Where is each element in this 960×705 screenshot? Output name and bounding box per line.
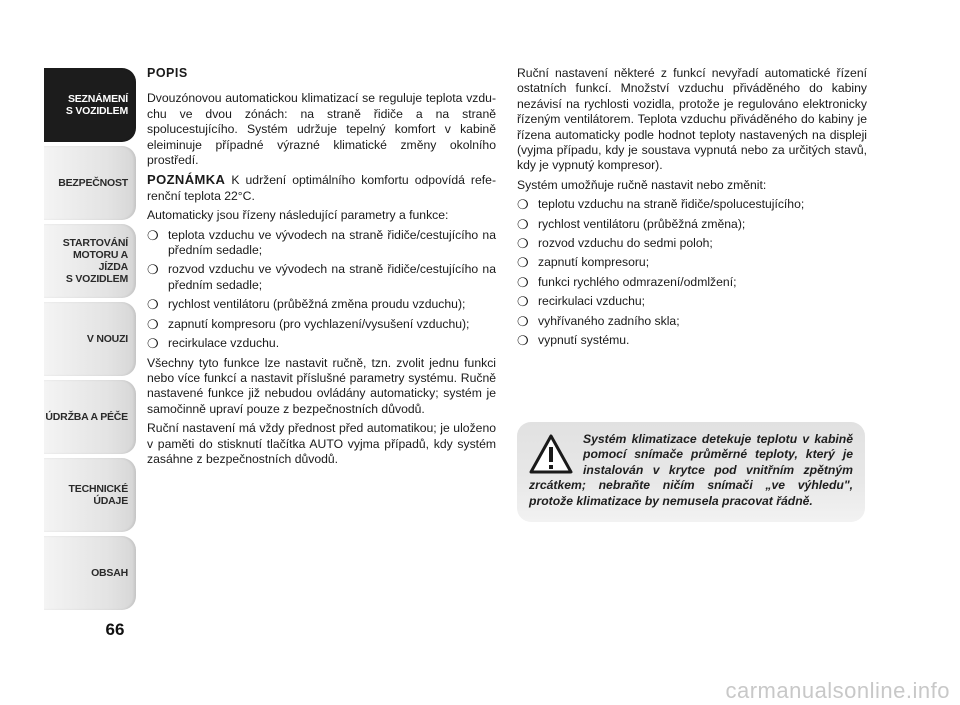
note-text: K udržení optimálního komfortu odpovídá referenční teplota 22°C. — [147, 173, 496, 203]
list-item — [147, 262, 496, 293]
circle-bullet-icon: ❍ — [517, 255, 529, 271]
page-number: 66 — [105, 620, 125, 639]
list-item-text: recirkulace vzduchu. — [168, 336, 280, 351]
list-item — [517, 294, 867, 309]
circle-bullet-icon: ❍ — [517, 274, 529, 290]
list-item — [517, 236, 867, 251]
list-item — [517, 275, 867, 290]
circle-bullet-icon: ❍ — [517, 236, 529, 252]
auto-functions-list — [147, 228, 496, 352]
manual-functions-list — [517, 197, 867, 348]
list-item — [147, 297, 496, 312]
warning-box — [517, 422, 865, 522]
circle-bullet-icon: ❍ — [147, 297, 159, 313]
tab-obsah[interactable] — [44, 536, 136, 610]
circle-bullet-icon: ❍ — [517, 197, 529, 213]
list-item-text: zapnutí kompresoru; — [538, 255, 650, 270]
list-item — [517, 314, 867, 329]
list-item-text: vyhřívaného zadního skla; — [538, 313, 680, 328]
paragraph-manual-override: Ruční nastavení některé z funkcí nevyřadí automatické řízení ostatních funkcí. Množství vzduchu přiváděného do kabiny nezávisí na rychlosti vozidla, protože je regulováno elektronicky řízeným ventilátorem. Teplota vzduchu přiváděného do kabiny je řízena automaticky podle hodnot teploty nastavených na displeji (vyjma případu, kdy je soustava vypnutá nebo za určitých stavů, kdy je vypnutý kompresor). — [517, 66, 867, 173]
circle-bullet-icon: ❍ — [147, 227, 159, 243]
circle-bullet-icon: ❍ — [517, 333, 529, 349]
list-item — [517, 217, 867, 232]
circle-bullet-icon: ❍ — [147, 336, 159, 352]
circle-bullet-icon: ❍ — [147, 262, 159, 278]
circle-bullet-icon: ❍ — [517, 313, 529, 329]
paragraph-priority: Ruční nastavení má vždy přednost před automatikou; je uloženo v paměti do stisknutí tlačítka AUTO vyjma případů, kdy systém zasáhne z bezpečnostních důvodů. — [147, 421, 496, 466]
list-item-text: teplota vzduchu ve vývodech na straně řidiče/cestujícího na předním sedadle; — [168, 227, 496, 258]
tab-seznameni-s-vozidlem[interactable] — [44, 68, 136, 142]
list-item-text: vypnutí systému. — [538, 333, 630, 348]
list-item-text: zapnutí kompresoru (pro vychlazení/vysušení vzduchu); — [168, 316, 470, 331]
left-column — [147, 66, 496, 471]
tab-bezpecnost[interactable] — [44, 146, 136, 220]
list-item-text: rozvod vzduchu do sedmi poloh; — [538, 236, 713, 251]
warning-triangle-icon — [529, 434, 573, 474]
paragraph-auto: Automaticky jsou řízeny následující parametry a funkce: — [147, 208, 449, 223]
note-paragraph — [147, 172, 496, 204]
list-item — [517, 197, 867, 212]
tab-label: OBSAH — [91, 567, 128, 579]
list-item — [147, 228, 496, 259]
tab-startovani[interactable] — [44, 224, 136, 298]
paragraph-manual-settings: Systém umožňuje ručně nastavit nebo změnit: — [517, 177, 767, 192]
tab-label: BEZPEČNOST — [58, 177, 128, 189]
right-column — [517, 66, 867, 353]
list-item-text: recirkulaci vzduchu; — [538, 294, 646, 309]
paragraph-manual: Všechny tyto funkce lze nastavit ručně, tzn. zvolit jednu funkci nebo více funkcí a nastavit příslušné parametry systému. Ručně nastavené funkce již nebudou ovládány automaticky; systém je samočinně upraví pouze z bezpečnostních důvodů. — [147, 355, 496, 416]
tab-v-nouzi[interactable] — [44, 302, 136, 376]
circle-bullet-icon: ❍ — [517, 294, 529, 310]
circle-bullet-icon: ❍ — [517, 216, 529, 232]
list-item-text: rychlost ventilátoru (průběžná změna proudu vzduchu); — [168, 297, 466, 312]
list-item-text: rozvod vzduchu ve vývodech na straně řidiče/cestujícího na předním sedadle; — [168, 262, 496, 292]
watermark: carmanualsonline.info — [725, 678, 950, 703]
list-item-text: rychlost ventilátoru (průběžná změna); — [538, 216, 746, 231]
list-item-text: funkci rychlého odmrazení/odmlžení; — [538, 274, 737, 289]
tab-label: SEZNÁMENÍ S VOZIDLEM — [65, 93, 128, 117]
list-item — [147, 336, 496, 351]
tab-udrzba-a-pece[interactable] — [44, 380, 136, 454]
circle-bullet-icon: ❍ — [147, 316, 159, 332]
tab-label: STARTOVÁNÍ MOTORU A JÍZDA S VOZIDLEM — [62, 237, 128, 285]
tab-label: ÚDRŽBA A PÉČE — [45, 411, 128, 423]
tab-technicke-udaje[interactable] — [44, 458, 136, 532]
note-label: POZNÁMKA — [147, 172, 226, 188]
paragraph-intro: Dvouzónovou automatickou klimatizací se reguluje teplota vzduchu ve dvou zónách: na straně řidiče a na straně spolucestujícího. Systém udržuje tepelný komfort v kabině eleiminuje případné výrazné klimatické změny okolního prostředí. — [147, 91, 496, 168]
section-heading: POPIS — [147, 66, 188, 80]
tab-label: TECHNICKÉ ÚDAJE — [68, 483, 128, 507]
list-item — [147, 317, 496, 332]
list-item — [517, 255, 867, 270]
warning-text: Systém klimatizace detekuje teplotu v kabině pomocí snímače průměrné teploty, který je instalován v krytce pod vnitřním zpětným zrcátkem; nebraňte ničím snímači „ve výhledu", protože klimatizace by nemusela pracovat řádně. — [529, 432, 853, 508]
list-item — [517, 333, 867, 348]
tab-label: V NOUZI — [86, 333, 128, 345]
list-item-text: teplotu vzduchu na straně řidiče/spolucestujícího; — [538, 197, 805, 212]
